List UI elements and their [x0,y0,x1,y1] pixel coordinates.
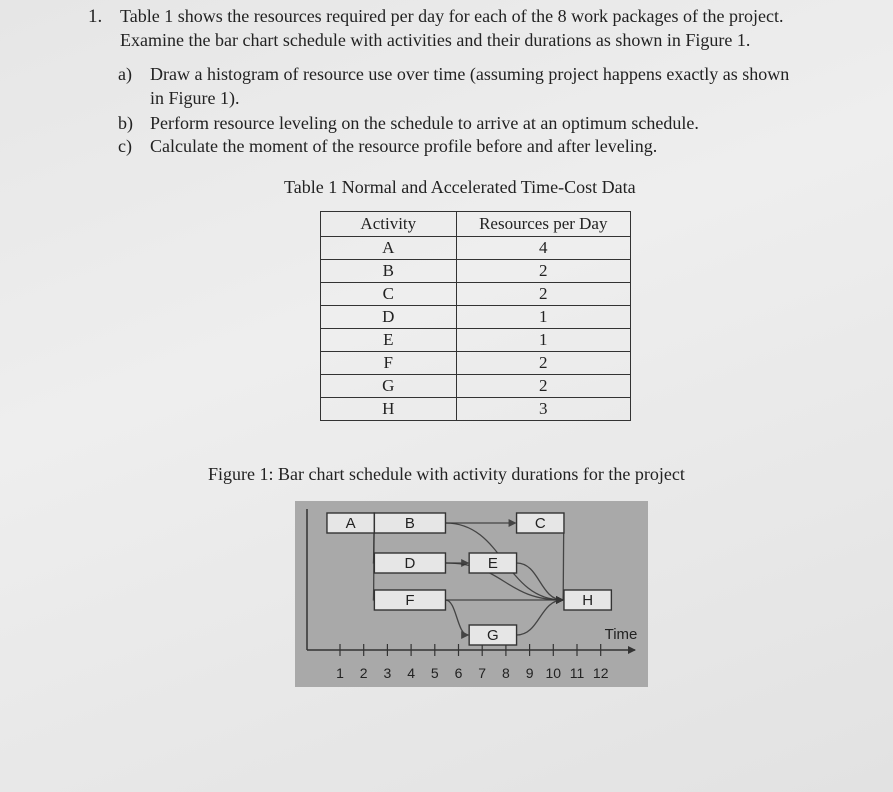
resources-cell: 2 [456,283,630,306]
resources-cell: 3 [456,398,630,421]
table-header-resources: Resources per Day [456,212,630,237]
table-row [321,283,631,306]
x-tick-label: 7 [478,665,487,681]
table-row [321,352,631,375]
table-header-row [321,212,631,237]
gantt-bar-label: C [534,515,546,532]
gantt-bar-label: A [345,515,356,532]
activity-cell: H [321,398,457,421]
x-tick-label: 1 [336,665,344,681]
x-axis-label: Time [604,626,638,643]
dependency-arrow-c-h [563,523,564,600]
gantt-chart-svg [295,501,648,687]
x-tick-label: 8 [502,665,510,681]
activity-cell: D [321,306,457,329]
gantt-bar-label: G [487,627,499,644]
table-row [321,237,631,260]
resources-cell: 1 [456,306,630,329]
table-caption: Table 1 Normal and Accelerated Time-Cost Data [284,177,636,197]
resources-cell: 4 [456,237,630,260]
x-tick-label: 5 [430,665,439,681]
gantt-bar-label: E [487,555,498,572]
part-a-text-line-2: in Figure 1). [150,88,240,108]
part-b-text: Perform resource leveling on the schedule to arrive at an optimum schedule. [150,113,699,133]
activity-cell: F [321,352,457,375]
gantt-bar-label: D [404,555,416,572]
activity-cell: A [321,237,457,260]
table-row [321,260,631,283]
gantt-bar-label: F [405,592,415,609]
figure-caption: Figure 1: Bar chart schedule with activity durations for the project [208,464,685,484]
resources-cell: 2 [456,352,630,375]
resources-cell: 1 [456,329,630,352]
part-a-text-line-1: Draw a histogram of resource use over time (assuming project happens exactly as shown [150,64,790,84]
activity-cell: E [321,329,457,352]
resources-cell: 2 [456,260,630,283]
resources-cell: 2 [456,375,630,398]
table-header-activity: Activity [321,212,457,237]
gantt-bar-label: H [582,592,594,609]
dependency-arrow-f-g [445,600,468,635]
activity-cell: B [321,260,457,283]
part-c-label: c) [118,136,132,156]
x-tick-label: 11 [569,665,585,681]
x-tick-label: 4 [407,665,415,681]
activity-cell: C [321,283,457,306]
x-tick-label: 6 [454,665,463,681]
part-b-label: b) [118,113,133,133]
activity-cell: G [321,375,457,398]
bar-chart-schedule [295,501,648,687]
x-tick-label: 10 [545,665,562,681]
resources-table [320,211,631,421]
question-intro-line-2: Examine the bar chart schedule with activities and their durations as shown in Figure 1. [120,30,751,50]
part-a-label: a) [118,64,132,84]
question-number: 1. [88,6,103,27]
gantt-bar-label: B [404,515,415,532]
x-tick-label: 2 [359,665,368,681]
part-c-text: Calculate the moment of the resource profile before and after leveling. [150,136,658,156]
table-row [321,329,631,352]
table-row [321,398,631,421]
table-row [321,306,631,329]
x-tick-label: 9 [525,665,534,681]
dependency-arrow-g-h [517,600,563,635]
x-tick-label: 12 [592,665,609,681]
table-row [321,375,631,398]
x-tick-label: 3 [383,665,392,681]
question-intro-line-1: Table 1 shows the resources required per day for each of the 8 work packages of the project. [120,6,784,26]
